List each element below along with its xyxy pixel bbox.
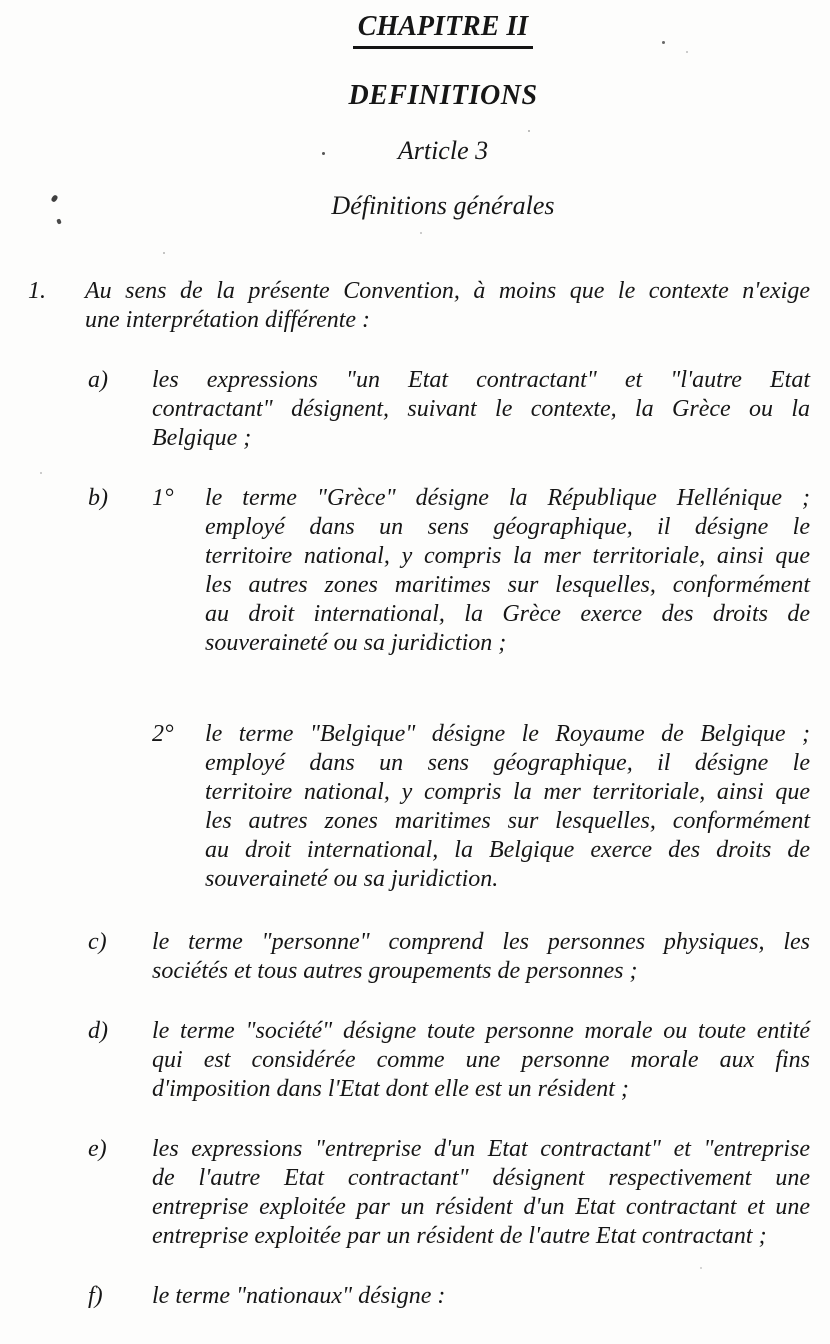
chapter-title: CHAPITRE II — [353, 10, 533, 49]
scan-speckle — [700, 1267, 702, 1269]
item-b-sub-1-number: 1° — [152, 485, 174, 511]
section-title: DEFINITIONS — [348, 80, 538, 111]
item-d-letter: d) — [88, 1018, 108, 1044]
scan-speckle — [163, 252, 165, 254]
item-d — [88, 1017, 830, 1104]
item-b-sub-2-number: 2° — [152, 721, 174, 747]
item-c-text: le terme "personne" comprend les personnes physiques, les sociétés et tous autres groupements de personnes ; — [152, 929, 810, 984]
item-e-text: les expressions "entreprise d'un Etat contractant" et "entreprise de l'autre Etat contractant" désignent respectivement une entreprise exploitée par un résident d'un Etat contractant et une entreprise exploitée par un résident de l'autre Etat contractant ; — [152, 1136, 810, 1249]
item-a-letter: a) — [88, 367, 108, 393]
item-e — [88, 1135, 830, 1251]
chapter-heading — [56, 10, 830, 49]
scan-speckle — [662, 41, 665, 44]
article-body — [0, 277, 830, 1311]
item-b-letter: b) — [88, 485, 108, 511]
item-b-sub-1-text: le terme "Grèce" désigne la République Hellénique ; employé dans un sens géographique, il désigne le territoire national, y compris la mer territoriale, ainsi que les autres zones maritimes sur lesquelles, conformément au droit international, la Grèce exerce des droits de souveraineté ou sa juridiction ; — [205, 485, 810, 656]
item-a-text: les expressions "un Etat contractant" et "l'autre Etat contractant" désignent, suivant le contexte, la Grèce ou la Belgique ; — [152, 367, 810, 451]
item-b-sub-1 — [88, 484, 830, 658]
item-a — [88, 366, 830, 453]
paragraph-1-text: Au sens de la présente Convention, à moins que le contexte n'exige une interprétation différente : — [85, 278, 810, 333]
item-c — [88, 928, 830, 986]
item-c-letter: c) — [88, 929, 107, 955]
scan-speckle — [322, 152, 325, 155]
item-d-text: le terme "société" désigne toute personne morale ou toute entité qui est considérée comme une personne morale aux fins d'imposition dans l'Etat dont elle est un résident ; — [152, 1018, 810, 1102]
article-number: Article 3 — [397, 136, 489, 165]
document-headers — [0, 10, 830, 222]
item-f-letter: f) — [88, 1283, 103, 1309]
scan-speckle — [686, 51, 688, 53]
scan-speckle — [40, 472, 42, 474]
item-b-sub-2 — [88, 720, 830, 894]
paragraph-1 — [28, 277, 830, 335]
article-subtitle: Définitions générales — [331, 191, 555, 220]
item-b-sub-2-text: le terme "Belgique" désigne le Royaume de Belgique ; employé dans un sens géographique, il désigne le territoire national, y compris la mer territoriale, ainsi que les autres zones maritimes sur lesquelles, conformément au droit international, la Belgique exerce des droits de souveraineté ou sa juridiction. — [205, 721, 810, 892]
scan-speckle — [528, 130, 530, 132]
item-e-letter: e) — [88, 1136, 107, 1162]
item-f-text: le terme "nationaux" désigne : — [152, 1283, 446, 1309]
item-f — [88, 1282, 830, 1311]
paragraph-number: 1. — [28, 278, 46, 304]
scan-speckle — [420, 232, 422, 234]
